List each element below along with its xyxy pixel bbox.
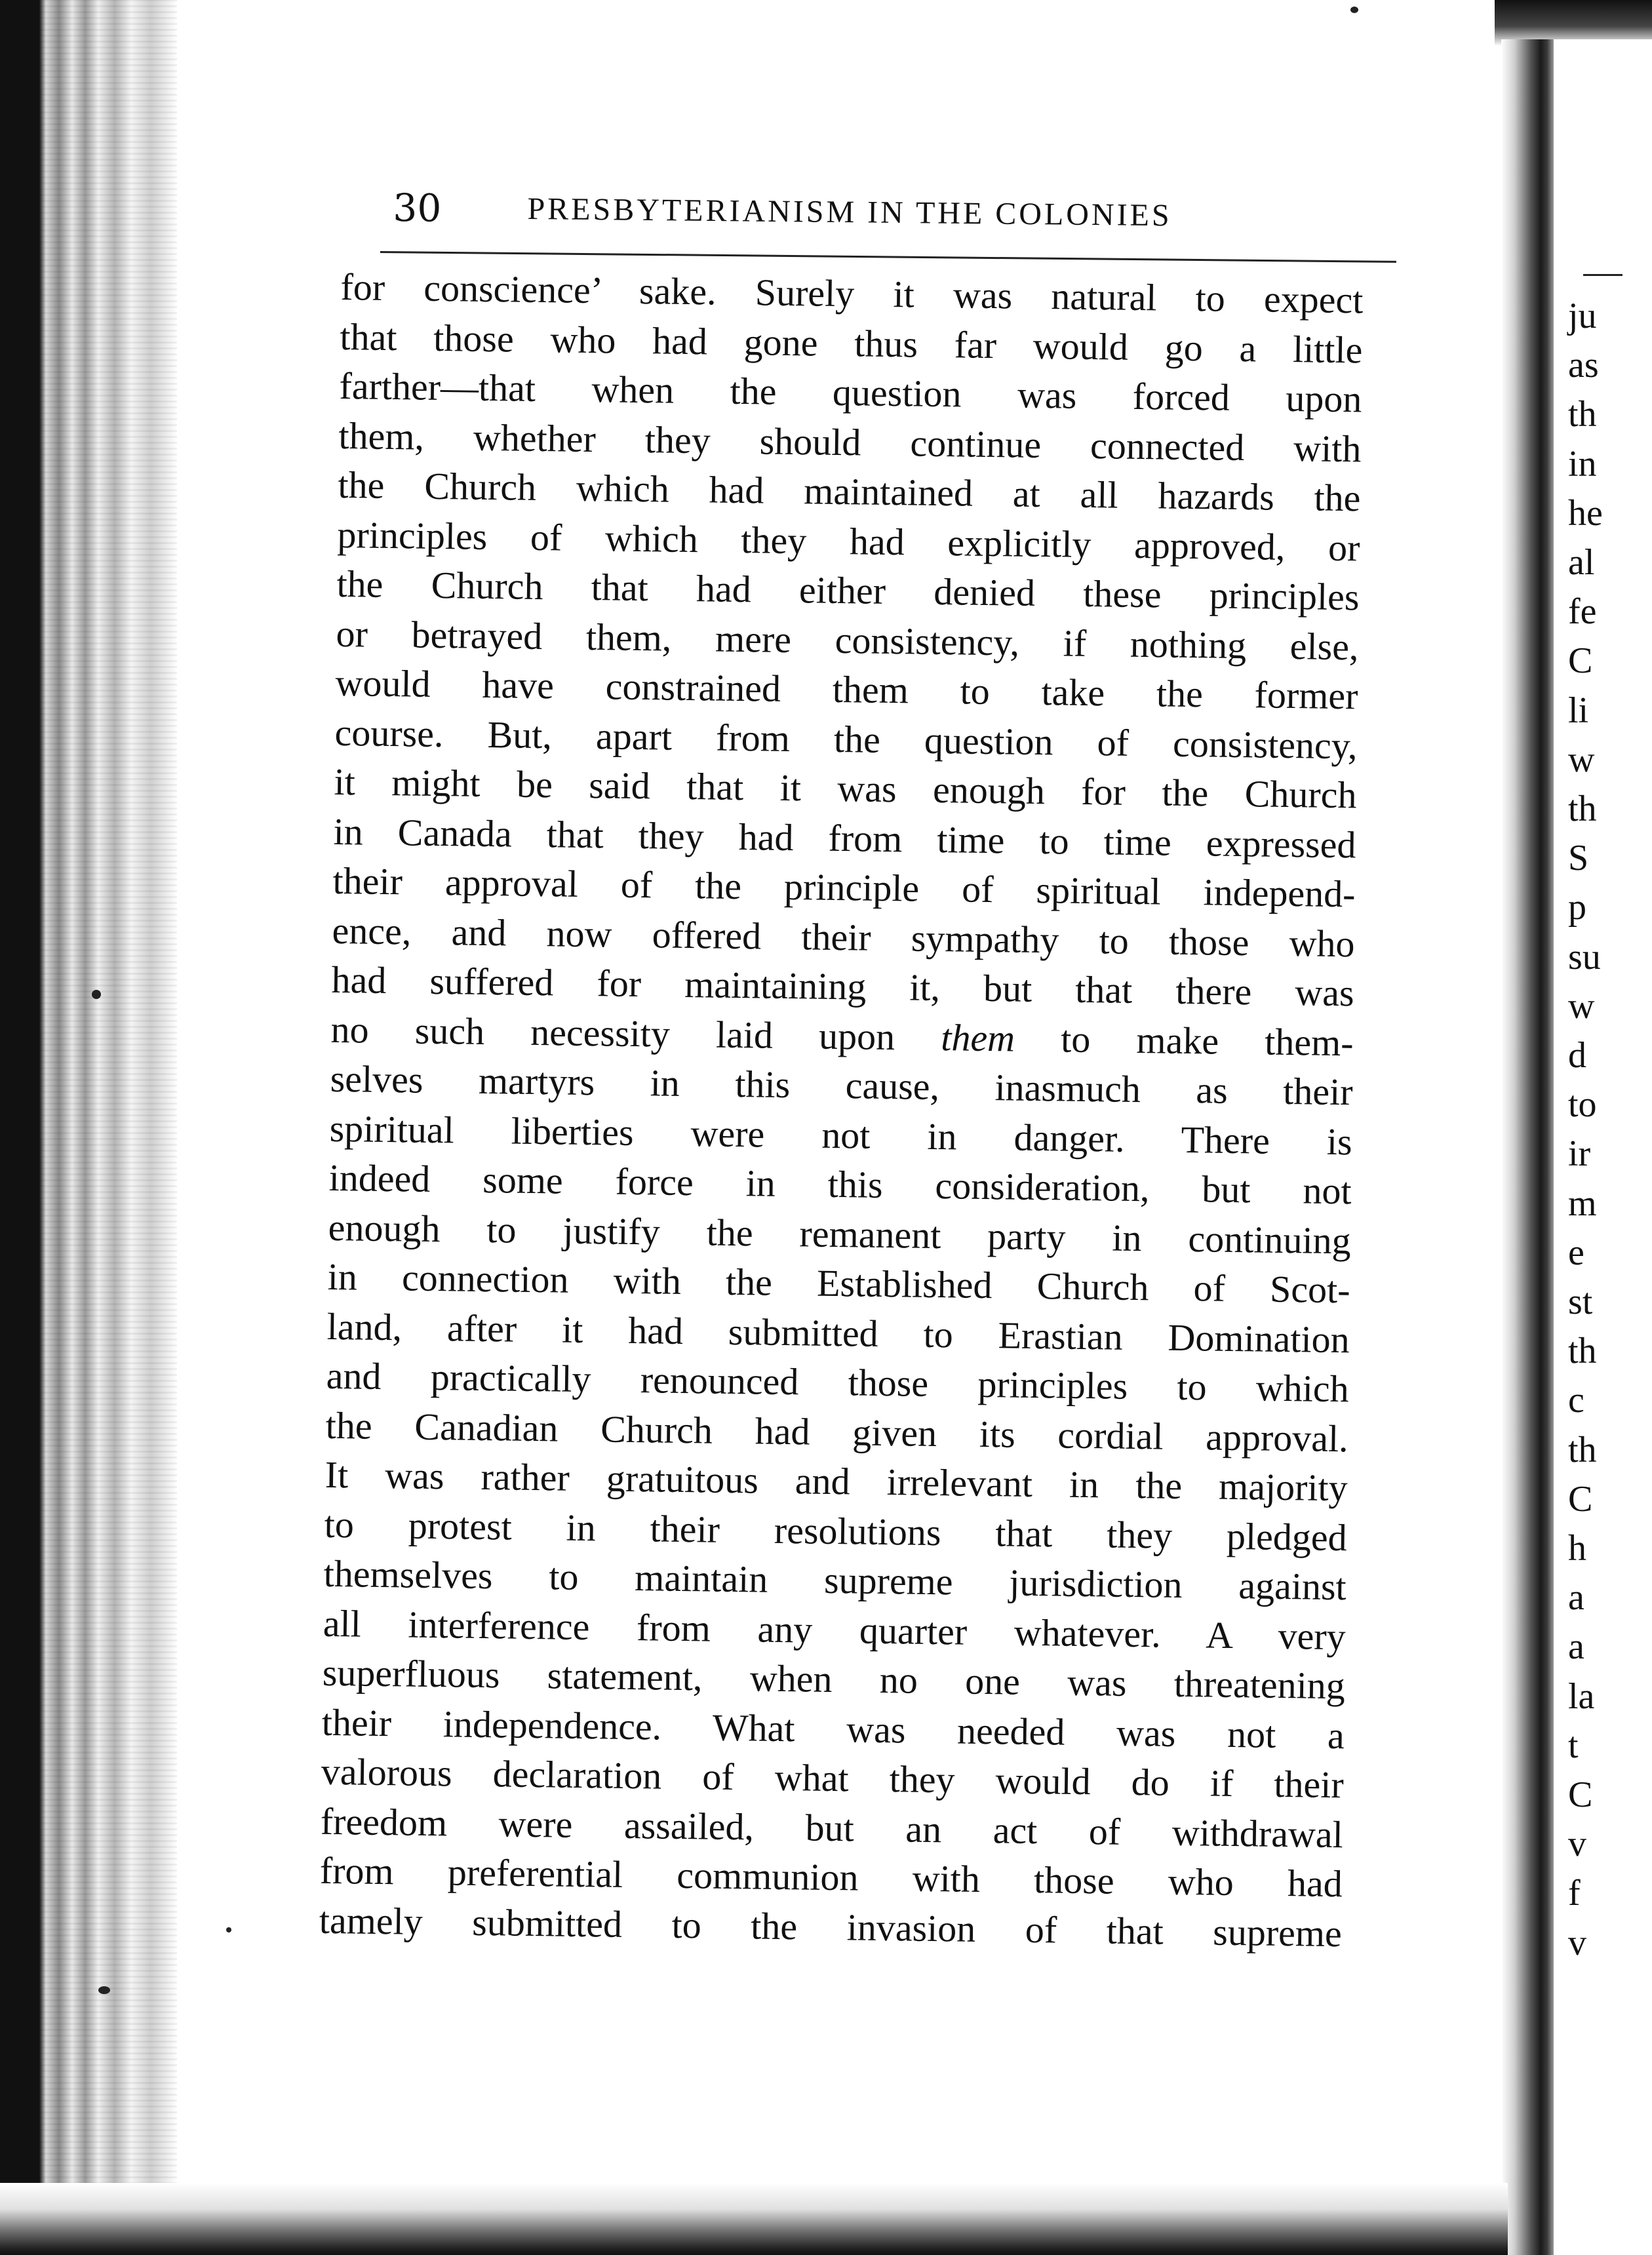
facing-page-fragment: p <box>1568 887 1586 928</box>
scan-speck <box>92 990 101 999</box>
text-segment: to make them- <box>1060 1017 1354 1064</box>
facing-page-fragment: a <box>1568 1626 1584 1668</box>
text-line: ence, and now offered their sympathy to those who <box>332 909 1355 965</box>
facing-page-fragment: fe <box>1568 591 1597 633</box>
text-line: the Church which had maintained at all hazards the <box>338 463 1361 520</box>
facing-page-fragment: f <box>1568 1873 1581 1914</box>
text-line: It was rather gratuitous and irrelevant in the majority <box>324 1453 1348 1510</box>
facing-page-fragment: la <box>1568 1676 1595 1717</box>
text-line: had suffered for maintaining it, but that there was <box>331 958 1354 1015</box>
facing-page-fragment: he <box>1568 492 1603 534</box>
facing-page-fragment: c <box>1568 1380 1584 1421</box>
text-line: selves martyrs in this cause, inasmuch as their <box>330 1057 1353 1114</box>
facing-page-fragment: th <box>1568 394 1597 435</box>
text-line: indeed some force in this consideration, but not <box>328 1156 1352 1213</box>
text-line: enough to justify the remanent party in continuing <box>328 1206 1352 1262</box>
text-line: principles of which they had explicitly approved, or <box>337 513 1360 569</box>
facing-page-fragment: ir <box>1568 1133 1591 1175</box>
text-line: course. But, apart from the question of consistency, <box>334 711 1358 767</box>
text-line: land, after it had submitted to Erastian Domination <box>326 1304 1350 1361</box>
text-line: that those who had gone thus far would go a little <box>340 315 1363 371</box>
facing-page-fragment: d <box>1568 1035 1586 1076</box>
facing-page-fragment: li <box>1568 690 1589 731</box>
text-line: for conscience’ sake. Surely it was natural to expect <box>340 265 1364 322</box>
facing-page-fragment: m <box>1568 1183 1597 1224</box>
italic-word: them <box>940 1015 1015 1060</box>
facing-page-fragment: w <box>1568 985 1595 1027</box>
text-line: farther—that when the question was forced upon <box>339 364 1362 421</box>
text-line: in Canada that they had from time to time expressed <box>333 810 1356 866</box>
facing-page <box>1554 39 1652 2255</box>
facing-page-fragment: in <box>1568 443 1597 484</box>
text-line: from preferential communion with those who had <box>319 1849 1343 1906</box>
facing-page-fragment: as <box>1568 345 1599 386</box>
text-line: to protest in their resolutions that they pledged <box>324 1502 1348 1559</box>
book-gutter <box>1501 39 1554 2255</box>
facing-page-rule <box>1583 274 1622 276</box>
scan-speck <box>226 1927 231 1932</box>
text-line: all interference from any quarter whatever. A very <box>323 1601 1347 1658</box>
text-line: spiritual liberties were not in danger. There is <box>329 1107 1353 1163</box>
facing-page-fragment: t <box>1568 1725 1579 1766</box>
running-title: PRESBYTERIANISM IN THE COLONIES <box>527 191 1172 233</box>
page-number: 30 <box>393 185 442 231</box>
text-line: superfluous statement, when no one was threatening <box>322 1651 1346 1708</box>
book-bottom-edge <box>0 2183 1508 2255</box>
facing-page-fragment: C <box>1568 1478 1593 1520</box>
facing-page-fragment: th <box>1568 1429 1597 1470</box>
facing-page-fragment: su <box>1568 936 1601 977</box>
text-line: themselves to maintain supreme jurisdiction against <box>323 1552 1347 1609</box>
facing-page-fragment: h <box>1568 1528 1586 1569</box>
facing-page-fragment: w <box>1568 739 1595 780</box>
text-line: valorous declaration of what they would do if their <box>321 1750 1345 1807</box>
facing-page-fragment: C <box>1568 640 1593 682</box>
text-line: it might be said that it was enough for the Church <box>334 760 1357 817</box>
text-line: the Church that had either denied these principles <box>336 562 1360 619</box>
facing-page-fragment: al <box>1568 542 1595 583</box>
book-page <box>319 177 1390 1955</box>
text-line: or betrayed them, mere consistency, if nothing else, <box>336 612 1359 668</box>
text-line: tamely submitted to the invasion of that supreme <box>319 1898 1343 1955</box>
facing-page-fragment: v <box>1568 1922 1586 1963</box>
text-line: their independence. What was needed was not a <box>321 1700 1345 1757</box>
facing-page-fragment: v <box>1568 1824 1586 1865</box>
text-line: the Canadian Church had given its cordial approval. <box>325 1403 1349 1460</box>
facing-page-fragment: a <box>1568 1577 1584 1618</box>
facing-page-fragment: S <box>1568 838 1589 879</box>
text-line: their approval of the principle of spiritual independ- <box>332 859 1356 916</box>
running-head <box>340 177 1390 254</box>
facing-page-fragment: e <box>1568 1232 1584 1273</box>
text-line: freedom were assailed, but an act of withdrawal <box>320 1799 1344 1856</box>
facing-page-fragment: st <box>1568 1282 1593 1322</box>
scan-speck <box>1350 7 1358 13</box>
text-line: and practically renounced those principles to which <box>326 1354 1350 1411</box>
facing-page-fragment: to <box>1568 1084 1597 1126</box>
facing-page-fragment: C <box>1568 1775 1593 1815</box>
text-line: them, whether they should continue connected with <box>338 414 1362 470</box>
scan-speck <box>98 1986 110 1994</box>
text-segment: no such necessity laid upon <box>330 1008 895 1058</box>
facing-page-fragment: th <box>1568 789 1597 829</box>
facing-page-fragment: ju <box>1568 296 1597 336</box>
text-line: in connection with the Established Church of Scot- <box>327 1255 1351 1312</box>
body-text <box>319 262 1363 1958</box>
text-line: would have constrained them to take the former <box>335 661 1358 718</box>
header-rule <box>380 251 1396 263</box>
book-left-edge <box>0 0 177 2255</box>
facing-page-fragment: th <box>1568 1331 1597 1372</box>
